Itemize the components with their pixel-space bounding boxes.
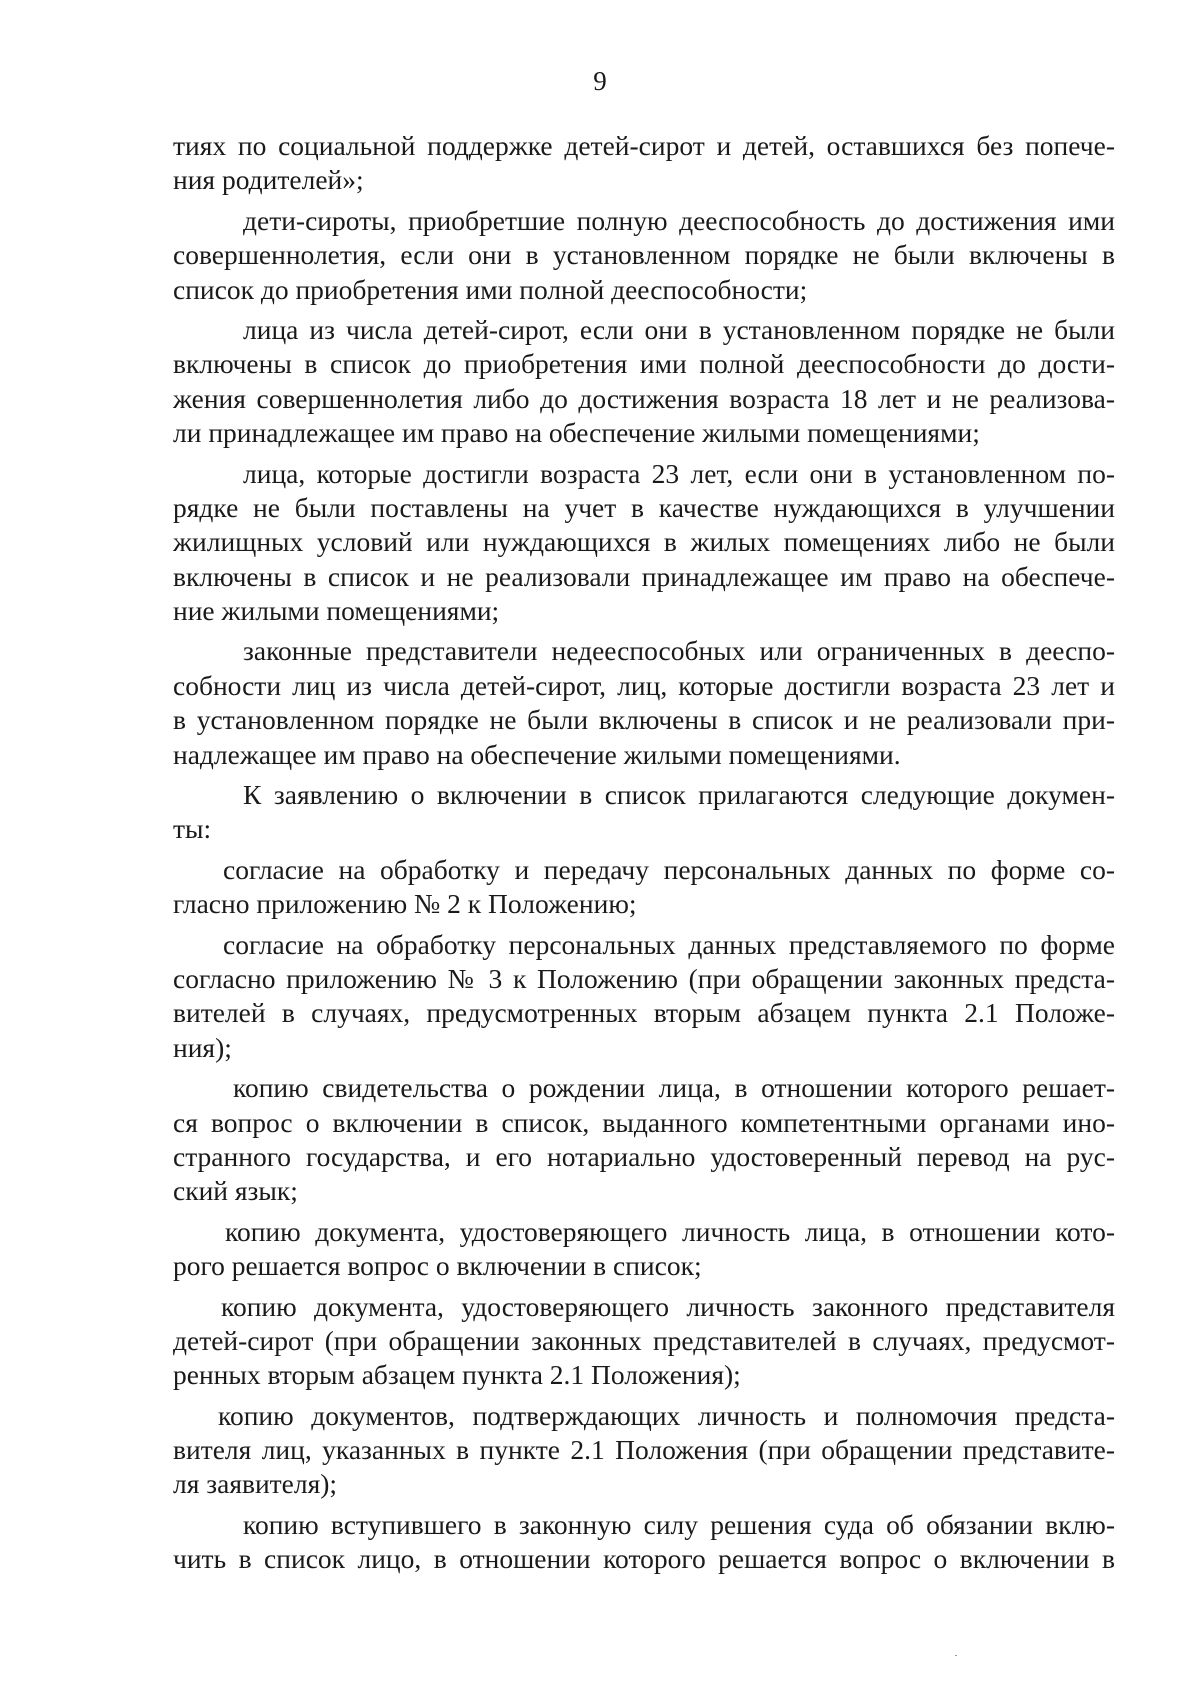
text-line: ренных вторым абзацем пункта 2.1 Положения); xyxy=(173,1359,741,1391)
text-line: рядке не были поставлены на учет в качестве нуждающихся в улучшении xyxy=(173,491,1115,523)
paragraph xyxy=(173,1215,1115,1284)
text-line: гласно приложению № 2 к Положению; xyxy=(173,888,637,920)
text-line: согласие на обработку персональных данных представляемого по форме xyxy=(223,928,1115,960)
text-line: список до приобретения ими полной дееспособности; xyxy=(173,273,808,305)
text-line: законные представители недееспособных или ограниченных в дееспо- xyxy=(243,635,1115,667)
scan-speck xyxy=(955,1655,957,1656)
text-line: совершеннолетия, если они в установленном порядке не были включены в xyxy=(173,239,1115,271)
text-line: ля заявителя); xyxy=(173,1468,338,1500)
text-line: К заявлению о включении в список прилагаются следующие докумен- xyxy=(243,779,1115,811)
paragraph xyxy=(173,313,1115,451)
text-line: копию документа, удостоверяющего личность законного представителя xyxy=(221,1290,1115,1322)
text-line: лица, которые достигли возраста 23 лет, если они в установленном по- xyxy=(243,457,1115,489)
paragraph xyxy=(173,457,1115,629)
text-line: жилищных условий или нуждающихся в жилых помещениях либо не были xyxy=(173,526,1115,558)
text-line: копию свидетельства о рождении лица, в отношении которого решает- xyxy=(233,1072,1115,1104)
text-line: ли принадлежащее им право на обеспечение жилыми помещениями; xyxy=(173,417,980,449)
paragraph xyxy=(173,1290,1115,1393)
document-body xyxy=(173,129,1115,1577)
text-line: копию вступившего в законную силу решения суда об обязании вклю- xyxy=(243,1508,1115,1540)
text-line: рого решается вопрос о включении в список; xyxy=(173,1250,702,1282)
text-line: собности лиц из числа детей-сирот, лиц, которые достигли возраста 23 лет и xyxy=(173,669,1115,701)
text-line: жения совершеннолетия либо до достижения возраста 18 лет и не реализова- xyxy=(173,382,1115,414)
text-line: копию документа, удостоверяющего личность лица, в отношении кото- xyxy=(225,1215,1115,1247)
text-line: включены в список до приобретения ими полной дееспособности до дости- xyxy=(173,348,1115,380)
text-line: дети-сироты, приобретшие полную дееспособность до достижения ими xyxy=(243,204,1115,236)
text-line: надлежащее им право на обеспечение жилыми помещениями. xyxy=(173,738,901,770)
text-line: ты: xyxy=(173,813,212,845)
text-line: ния родителей»; xyxy=(173,164,364,196)
paragraph xyxy=(173,1071,1115,1209)
text-line: лица из числа детей-сирот, если они в установленном порядке не были xyxy=(243,313,1115,345)
paragraph xyxy=(173,778,1115,847)
paragraph xyxy=(173,1508,1115,1577)
text-line: тиях по социальной поддержке детей-сирот и детей, оставшихся без попече- xyxy=(173,130,1115,161)
text-line: вителей в случаях, предусмотренных вторым абзацем пункта 2.1 Положе- xyxy=(173,997,1115,1029)
text-line: ся вопрос о включении в список, выданного компетентными органами ино- xyxy=(173,1106,1115,1138)
text-line: вителя лиц, указанных в пункте 2.1 Положения (при обращении представите- xyxy=(173,1434,1115,1466)
paragraph xyxy=(173,853,1115,922)
page-number: 9 xyxy=(593,66,607,96)
paragraph xyxy=(173,129,1115,198)
text-line: включены в список и не реализовали принадлежащее им право на обеспече- xyxy=(173,560,1115,592)
text-line: чить в список лицо, в отношении которого решается вопрос о включении в xyxy=(173,1543,1115,1575)
text-line: ния); xyxy=(173,1031,232,1063)
paragraph xyxy=(173,928,1115,1066)
paragraph xyxy=(173,634,1115,772)
text-line: ние жилыми помещениями; xyxy=(173,595,500,627)
text-line: ский язык; xyxy=(173,1175,298,1207)
text-line: согласно приложению № 3 к Положению (при обращении законных предста- xyxy=(173,962,1115,994)
text-line: детей-сирот (при обращении законных представителей в случаях, предусмот- xyxy=(173,1324,1115,1356)
text-line: в установленном порядке не были включены в список и не реализовали при- xyxy=(173,704,1115,736)
paragraph xyxy=(173,1399,1115,1502)
text-line: странного государства, и его нотариально удостоверенный перевод на рус- xyxy=(173,1140,1115,1172)
text-line: согласие на обработку и передачу персональных данных по форме со- xyxy=(223,853,1115,885)
paragraph xyxy=(173,204,1115,307)
text-line: копию документов, подтверждающих личность и полномочия предста- xyxy=(218,1399,1115,1431)
